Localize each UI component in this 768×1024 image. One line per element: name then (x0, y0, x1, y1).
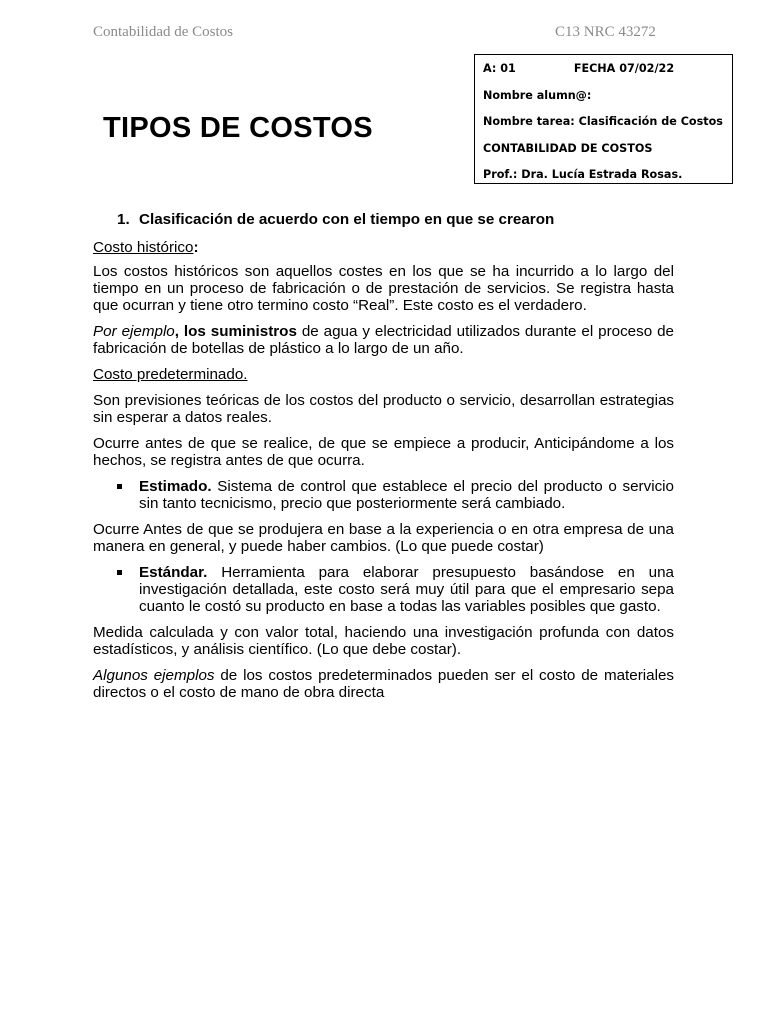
info-tarea: Nombre tarea: Clasificación de Costos (483, 115, 723, 128)
historico-label-line (93, 239, 674, 256)
algunos-rest: de los costos predeterminados pueden ser el costo de materiales directos o el costo de mano de obra directa (93, 667, 674, 701)
historico-paragraph: Los costos históricos son aquellos costes en los que se ha incurrido a lo largo del tiempo en un proceso de fabricación o de prestación de servicios. Se registra hasta que ocurran y tiene otro termino costo “Real”. Este costo es el verdadero. (93, 263, 674, 314)
running-header-code: C13 NRC 43272 (555, 24, 656, 40)
section-heading-text: Clasificación de acuerdo con el tiempo en que se crearon (139, 211, 555, 228)
estimado-text: Sistema de control que establece el precio del producto o servicio sin tanto tecnicismo, precio que posteriormente será cambiado. (139, 478, 674, 512)
running-header-course: Contabilidad de Costos (93, 24, 233, 40)
estandar-text: Herramienta para elaborar presupuesto basándose en una investigación detallada, este costo será muy útil para que el empresario sepa cuanto le costó su producto en base a todas las variables posibles que gasto. (139, 564, 674, 615)
page-title: TIPOS DE COSTOS (103, 112, 373, 144)
bullet-estandar (93, 564, 674, 615)
estimado-bold: Estimado. (139, 478, 212, 495)
section-number: 1. (117, 211, 130, 228)
info-box (474, 54, 733, 184)
predeterminado-label: Costo predeterminado. (93, 366, 248, 383)
predeterminado-paragraph-2: Ocurre antes de que se realice, de que se empiece a producir, Anticipándome a los hechos, se registra antes de que ocurra. (93, 435, 674, 469)
estandar-bold: Estándar. (139, 564, 208, 581)
document-body (93, 211, 674, 710)
info-nombre: Nombre alumn@: (483, 88, 592, 102)
algunos-paragraph (93, 667, 674, 701)
predeterminado-paragraph-1: Son previsiones teóricas de los costos del producto o servicio, desarrollan estrategias sin esperar a datos reales. (93, 392, 674, 426)
bullet-estimado (93, 478, 674, 512)
info-line-a-fecha (483, 59, 732, 86)
historico-label: Costo histórico (93, 239, 194, 256)
section-heading (117, 211, 674, 228)
info-prof: Prof.: Dra. Lucía Estrada Rosas. (483, 168, 683, 181)
historico-colon: : (193, 239, 199, 256)
info-materia: CONTABILIDAD DE COSTOS (483, 141, 653, 155)
ejemplo-italic: Por ejemplo (93, 323, 175, 340)
estandar-after-paragraph: Medida calculada y con valor total, haciendo una investigación profunda con datos estadísticos, y análisis científico. (Lo que debe costar). (93, 624, 674, 658)
estimado-after-paragraph: Ocurre Antes de que se produjera en base a la experiencia o en otra empresa de una manera en general, y puede haber cambios. (Lo que puede costar) (93, 521, 674, 555)
ejemplo-rest: de agua y electricidad utilizados durante el proceso de fabricación de botellas de plástico a lo largo de un año. (93, 323, 674, 357)
predeterminado-label-line (93, 366, 674, 383)
algunos-italic: Algunos ejemplos (93, 667, 215, 684)
info-a: A: 01 (483, 62, 516, 75)
info-fecha: FECHA 07/02/22 (573, 62, 675, 75)
ejemplo-paragraph (93, 323, 674, 357)
ejemplo-bold: , los suministros (174, 323, 297, 340)
